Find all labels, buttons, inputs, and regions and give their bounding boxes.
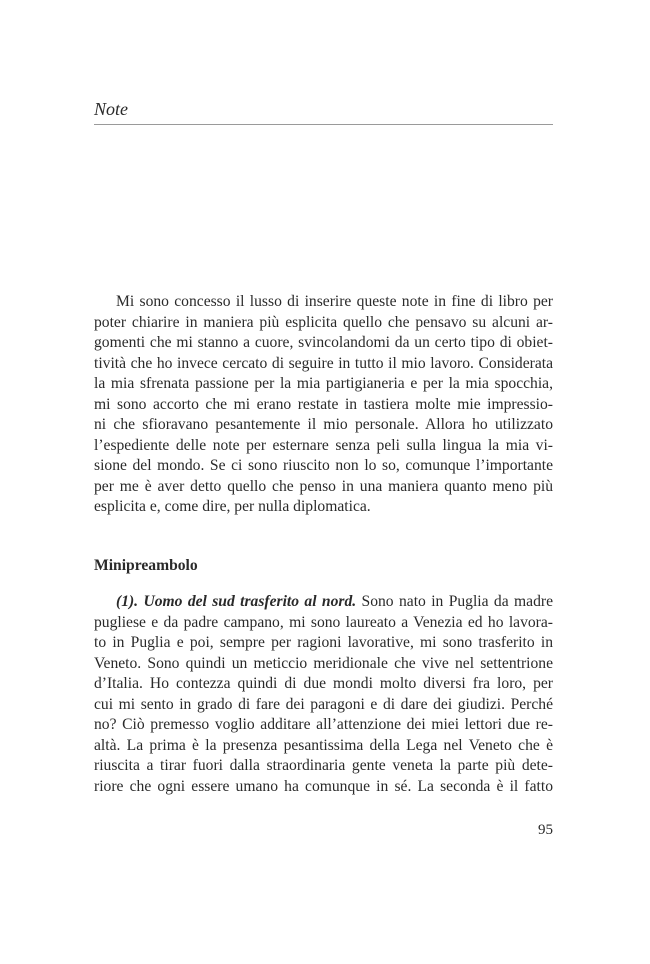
text-line: Mi sono concesso il lusso di inserire queste note in fine di libro per (116, 293, 553, 310)
text-line: pugliese e da padre campano, mi sono laureato a Venezia ed ho lavora- (94, 613, 553, 631)
text-line: la mia sfrenata passione per la mia partigianeria e per la mia spocchia, (94, 375, 553, 392)
page-number: 95 (538, 822, 553, 838)
text-line: riuscita a tirar fuori dalla straordinaria gente veneta la parte più dete- (94, 757, 553, 774)
text-line: ni che sfioravano pesantemente il mio personale. Allora ho utilizzato (94, 416, 553, 433)
text-line: altà. La prima è la presenza pesantissima della Lega nel Veneto che è (94, 736, 553, 754)
header-rule (94, 124, 553, 125)
note-lead: (1). Uomo del sud trasferito al nord. (116, 593, 357, 610)
text-line: esplicita e, come dire, per nulla diplomatica. (94, 498, 371, 515)
text-line: d’Italia. Ho contezza quindi di due mondi molto diversi fra loro, per (94, 675, 553, 692)
intro-paragraph (94, 292, 553, 518)
text-line: cui mi sento in grado di fare dei paragoni e di dare dei giudizi. Perché (94, 695, 553, 713)
note-text: Sono nato in Puglia da madre (356, 593, 553, 610)
text-line: poter chiarire in maniera più esplicita quello che pensavo su alcuni ar- (94, 313, 553, 331)
text-line: no? Ciò premesso voglio additare all’attenzione dei miei lettori due re- (94, 716, 553, 733)
text-line: gomenti che mi stanno a cuore, svincolandomi da un certo tipo di obiet- (94, 334, 553, 351)
section-title: Minipreambolo (94, 557, 198, 574)
text-line: to in Puglia e poi, sempre per ragioni lavorative, mi sono trasferito in (94, 634, 553, 651)
text-line: sione del mondo. Se ci sono riuscito non lo so, comunque l’importante (94, 457, 553, 474)
section-paragraph (94, 592, 553, 797)
text-line: per me è aver detto quello che penso in una maniera quanto meno più (94, 477, 553, 495)
text-line: riore che ogni essere umano ha comunque in sé. La seconda è il fatto (94, 777, 553, 795)
text-line: tività che ho invece cercato di seguire in tutto il mio lavoro. Considerata (94, 354, 553, 372)
text-line: l’espediente delle note per esternare senza peli sulla lingua la mia vi- (94, 436, 553, 454)
text-line (94, 592, 553, 613)
text-line: mi sono accorto che mi erano restate in tastiera molte mie impressio- (94, 395, 553, 413)
running-header: Note (94, 99, 128, 119)
text-line: Veneto. Sono quindi un meticcio meridionale che vive nel settentrione (94, 654, 553, 672)
